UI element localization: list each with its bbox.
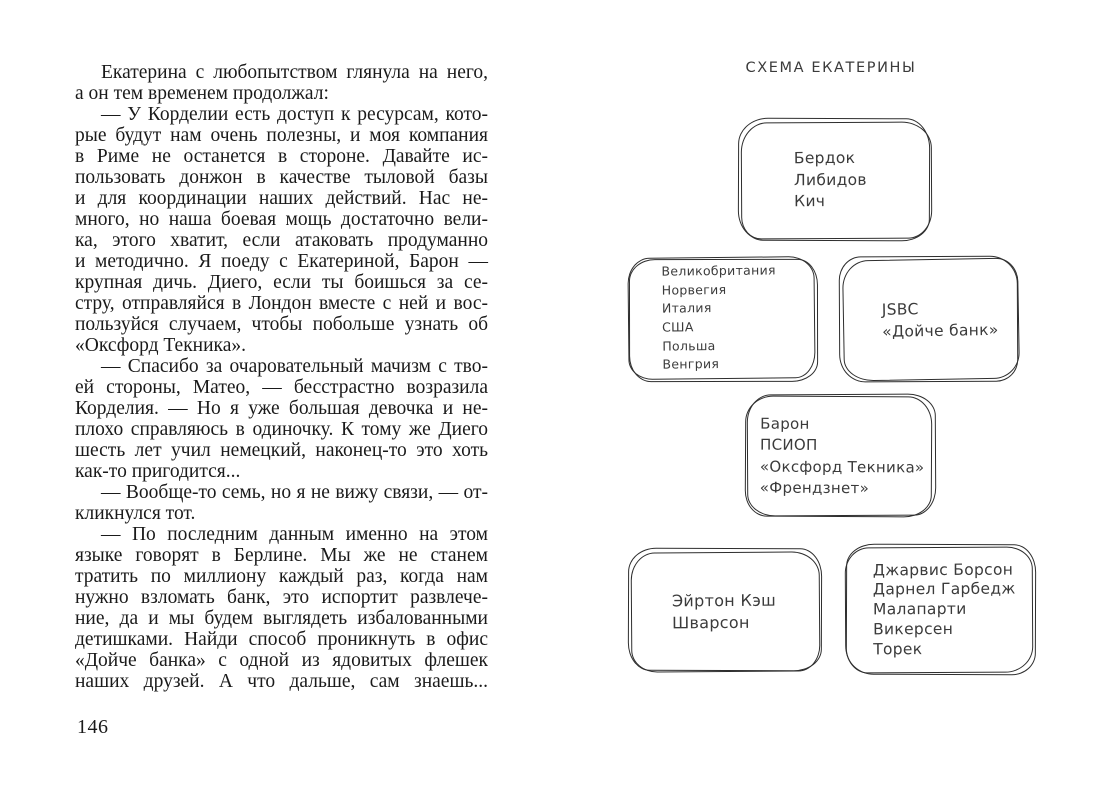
text-line: рые будут нам очень полезны, и моя компания (75, 125, 488, 146)
text-line: ей стороны, Матео, — бесстрастно возразила (75, 377, 488, 398)
text-line: — По последним данным именно на этом (101, 524, 488, 545)
box-text-line: Малапарти (872, 599, 967, 619)
box-text-line: «Оксфорд Текника» (759, 457, 925, 476)
diagram-title: СХЕМА ЕКАТЕРИНЫ (745, 60, 917, 76)
text-line: крупная дичь. Диего, если ты боишься за се- (75, 272, 488, 293)
box-text-line: Кич (794, 192, 826, 211)
box-text-line: Джарвис Борсон (872, 560, 1014, 580)
box-content-jarvis (846, 548, 1033, 673)
diagram-box-countries (627, 256, 815, 380)
paragraph-3 (75, 356, 488, 482)
text-line: шесть лет учил немецкий, наконец-то это хоть (75, 440, 488, 461)
box-text-line: Норвегия (661, 281, 727, 298)
paragraph-4 (75, 482, 488, 524)
text-line: Корделия. — Но я уже большая девочка и не- (75, 398, 488, 419)
text-line: — Вообще-то семь, но я не вижу связи, — от- (101, 482, 488, 503)
diagram-box-jsbc (842, 257, 1020, 381)
diagram-box-baron (745, 396, 933, 518)
text-line: — У Корделии есть доступ к ресурсам, кото- (101, 104, 488, 125)
text-line: как-то пригодится... (75, 461, 241, 482)
box-content-jsbc (843, 258, 1019, 380)
box-text-line: Викерсен (873, 619, 954, 639)
box-content-countries (628, 257, 814, 379)
box-text-line: Дарнел Гарбедж (872, 580, 1016, 599)
box-text-line: Италия (661, 300, 712, 316)
paragraph-5 (75, 524, 488, 692)
text-line: и для координации наших действий. Нас не- (75, 188, 488, 209)
text-line: пользовать донжон в качестве тыловой базы (75, 167, 488, 188)
box-text-line: «Френдзнет» (759, 478, 870, 498)
text-line: а он тем временем продолжал: (75, 83, 329, 104)
text-line: кликнулся тот. (75, 503, 196, 524)
text-line: детишками. Найди способ проникнуть в офис (75, 629, 488, 650)
text-line: и методично. Я поеду с Екатериной, Барон — (75, 251, 488, 272)
left-page-body-text (75, 62, 488, 692)
text-line: много, но наша боевая мощь достаточно вели- (75, 209, 488, 230)
box-text-line: Шварсон (672, 612, 750, 633)
box-content-ayrton-cash (632, 552, 820, 671)
box-text-line: Бердок (793, 149, 856, 168)
box-text-line: Великобритания (661, 262, 776, 279)
text-line: наших друзей. А что дальше, сам знаешь... (75, 671, 488, 692)
text-line: стру, отправляйся в Лондон вместе с ней и вос- (75, 293, 488, 314)
paragraph-1 (75, 62, 488, 104)
box-text-line: Венгрия (662, 356, 720, 373)
text-line: «Оксфорд Текника». (75, 335, 247, 356)
text-line: языке говорят в Берлине. Мы же не станем (75, 545, 488, 566)
box-text-line: США (662, 319, 694, 335)
diagram-box-ayrton-cash (631, 551, 821, 672)
diagram-box-berdok (741, 122, 933, 240)
text-line: ние, да и мы будем выглядеть избалованными (75, 608, 488, 629)
text-line: в Риме не останется в стороне. Давайте ис- (75, 146, 488, 167)
text-line: ка, этого хватит, если атаковать продуманно (75, 230, 488, 251)
box-content-baron (746, 397, 932, 517)
box-text-line: Эйртон Кэш (671, 590, 777, 611)
text-line: нужно взломать банк, это испортит развлече- (75, 587, 488, 608)
text-line: — Спасибо за очаровательный мачизм с тво- (101, 356, 488, 377)
box-text-line: Барон (760, 414, 810, 433)
box-text-line: «Дойче банк» (882, 320, 999, 341)
paragraph-2 (75, 104, 488, 356)
text-line: тратить по миллиону каждый раз, когда нам (75, 566, 488, 587)
diagram-box-jarvis (845, 547, 1034, 674)
text-line: плохо справляюсь в одиночку. К тому же Диего (75, 419, 488, 440)
box-content-berdok (742, 123, 932, 239)
page-number: 146 (77, 716, 109, 738)
box-text-line: Польша (662, 337, 716, 354)
text-line: «Дойче банка» с одной из ядовитых флешек (75, 650, 488, 671)
text-line: пользуйся случаем, чтобы побольше узнать об (75, 314, 488, 335)
box-text-line: JSBC (881, 299, 919, 319)
text-line: Екатерина с любопытством глянула на него, (101, 62, 488, 83)
box-text-line: ПСИОП (760, 435, 818, 454)
box-text-line: Торек (873, 639, 923, 658)
box-text-line: Либидов (793, 170, 867, 189)
